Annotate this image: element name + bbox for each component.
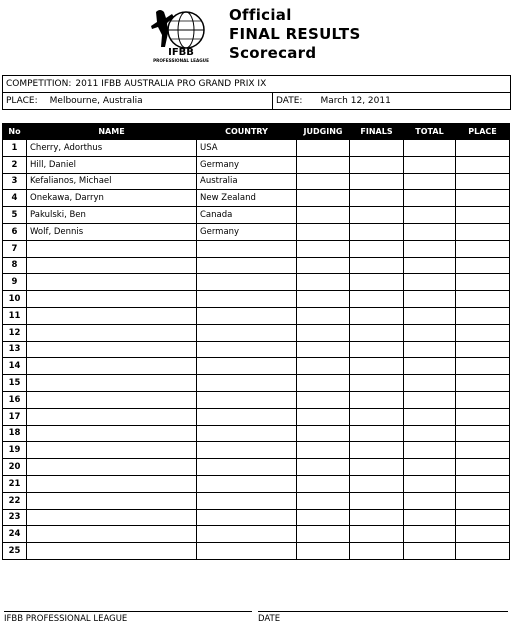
ifbb-logo [148, 6, 214, 64]
total-score-cell [404, 307, 456, 324]
finals-score-cell [350, 391, 404, 408]
row-number: 18 [3, 425, 27, 442]
judging-score-cell [297, 173, 350, 190]
date-label: DATE: [276, 96, 303, 106]
competitor-name [27, 324, 197, 341]
place-cell [456, 274, 510, 291]
competitor-name: Kefalianos, Michael [27, 173, 197, 190]
finals-score-cell [350, 324, 404, 341]
place-cell [456, 156, 510, 173]
title-line-official: Official [229, 6, 292, 24]
total-score-cell [404, 442, 456, 459]
table-row [3, 190, 510, 207]
table-row [3, 408, 510, 425]
results-table [2, 123, 510, 560]
judging-score-cell [297, 425, 350, 442]
competitor-name [27, 307, 197, 324]
judging-score-cell [297, 442, 350, 459]
total-score-cell [404, 173, 456, 190]
competitor-country: Australia [197, 173, 297, 190]
judging-score-cell [297, 391, 350, 408]
row-number: 20 [3, 459, 27, 476]
judging-score-cell [297, 257, 350, 274]
competitor-name [27, 358, 197, 375]
scorecard-title [229, 6, 361, 63]
row-number: 6 [3, 223, 27, 240]
row-number: 4 [3, 190, 27, 207]
total-score-cell [404, 375, 456, 392]
competitor-country [197, 475, 297, 492]
place-cell [456, 140, 510, 157]
finals-score-cell [350, 207, 404, 224]
place-date-row [3, 92, 510, 109]
signature-date [258, 611, 508, 624]
table-row [3, 240, 510, 257]
place-label: PLACE: [6, 96, 38, 106]
competitor-name [27, 425, 197, 442]
place-cell [3, 93, 273, 109]
table-row [3, 543, 510, 560]
judging-score-cell [297, 291, 350, 308]
competition-info-box [2, 75, 511, 110]
column-header-country: COUNTRY [197, 124, 297, 140]
competitor-country [197, 526, 297, 543]
row-number: 8 [3, 257, 27, 274]
table-row [3, 341, 510, 358]
table-row [3, 442, 510, 459]
row-number: 23 [3, 509, 27, 526]
finals-score-cell [350, 291, 404, 308]
finals-score-cell [350, 459, 404, 476]
total-score-cell [404, 391, 456, 408]
judging-score-cell [297, 190, 350, 207]
competition-label: COMPETITION: [6, 79, 72, 89]
competitor-country [197, 492, 297, 509]
row-number: 12 [3, 324, 27, 341]
judging-score-cell [297, 240, 350, 257]
row-number: 7 [3, 240, 27, 257]
total-score-cell [404, 240, 456, 257]
row-number: 1 [3, 140, 27, 157]
judging-score-cell [297, 140, 350, 157]
place-cell [456, 475, 510, 492]
row-number: 2 [3, 156, 27, 173]
judging-score-cell [297, 274, 350, 291]
finals-score-cell [350, 173, 404, 190]
competitor-name: Wolf, Dennis [27, 223, 197, 240]
finals-score-cell [350, 240, 404, 257]
competitor-name [27, 391, 197, 408]
competitor-country: Germany [197, 223, 297, 240]
judging-score-cell [297, 341, 350, 358]
finals-score-cell [350, 425, 404, 442]
total-score-cell [404, 190, 456, 207]
finals-score-cell [350, 358, 404, 375]
column-header-finals: FINALS [350, 124, 404, 140]
row-number: 10 [3, 291, 27, 308]
row-number: 16 [3, 391, 27, 408]
finals-score-cell [350, 543, 404, 560]
total-score-cell [404, 425, 456, 442]
row-number: 25 [3, 543, 27, 560]
competitor-name: Onekawa, Darryn [27, 190, 197, 207]
finals-score-cell [350, 223, 404, 240]
judging-score-cell [297, 492, 350, 509]
judging-score-cell [297, 459, 350, 476]
competitor-country [197, 459, 297, 476]
column-header-place: PLACE [456, 124, 510, 140]
competitor-name [27, 526, 197, 543]
finals-score-cell [350, 475, 404, 492]
competitor-name [27, 341, 197, 358]
total-score-cell [404, 358, 456, 375]
competitor-country [197, 391, 297, 408]
competitor-name [27, 274, 197, 291]
place-cell [456, 324, 510, 341]
competitor-country: New Zealand [197, 190, 297, 207]
competitor-country [197, 257, 297, 274]
finals-score-cell [350, 492, 404, 509]
svg-text:PROFESSIONAL LEAGUE: PROFESSIONAL LEAGUE [153, 58, 209, 63]
competitor-country [197, 408, 297, 425]
signature-league [4, 611, 252, 624]
finals-score-cell [350, 408, 404, 425]
table-row [3, 459, 510, 476]
place-cell [456, 459, 510, 476]
competitor-country [197, 240, 297, 257]
table-row [3, 291, 510, 308]
total-score-cell [404, 459, 456, 476]
competition-value: 2011 IFBB AUSTRALIA PRO GRAND PRIX IX [75, 79, 267, 89]
competitor-name [27, 257, 197, 274]
competitor-name [27, 475, 197, 492]
table-row [3, 475, 510, 492]
finals-score-cell [350, 274, 404, 291]
total-score-cell [404, 543, 456, 560]
place-cell [456, 240, 510, 257]
row-number: 22 [3, 492, 27, 509]
total-score-cell [404, 324, 456, 341]
place-cell [456, 291, 510, 308]
competitor-name [27, 492, 197, 509]
judging-score-cell [297, 156, 350, 173]
place-cell [456, 307, 510, 324]
place-cell [456, 207, 510, 224]
table-row [3, 324, 510, 341]
competitor-country [197, 425, 297, 442]
table-row [3, 391, 510, 408]
results-table-body [3, 140, 510, 560]
column-header-name: NAME [27, 124, 197, 140]
judging-score-cell [297, 543, 350, 560]
place-cell [456, 257, 510, 274]
row-number: 9 [3, 274, 27, 291]
total-score-cell [404, 341, 456, 358]
competitor-country [197, 274, 297, 291]
competitor-name [27, 240, 197, 257]
svg-text:IFBB: IFBB [168, 47, 194, 58]
total-score-cell [404, 408, 456, 425]
finals-score-cell [350, 190, 404, 207]
table-row [3, 509, 510, 526]
judging-score-cell [297, 307, 350, 324]
place-cell [456, 358, 510, 375]
row-number: 17 [3, 408, 27, 425]
judging-score-cell [297, 223, 350, 240]
finals-score-cell [350, 341, 404, 358]
competitor-name: Pakulski, Ben [27, 207, 197, 224]
place-cell [456, 341, 510, 358]
total-score-cell [404, 257, 456, 274]
competitor-country [197, 341, 297, 358]
competition-row [3, 76, 510, 92]
competitor-country: USA [197, 140, 297, 157]
place-cell [456, 173, 510, 190]
finals-score-cell [350, 156, 404, 173]
table-row [3, 140, 510, 157]
place-cell [456, 543, 510, 560]
place-cell [456, 408, 510, 425]
competitor-country [197, 543, 297, 560]
judging-score-cell [297, 207, 350, 224]
judging-score-cell [297, 324, 350, 341]
row-number: 14 [3, 358, 27, 375]
competitor-name [27, 408, 197, 425]
total-score-cell [404, 475, 456, 492]
total-score-cell [404, 526, 456, 543]
table-row [3, 274, 510, 291]
competitor-name [27, 459, 197, 476]
column-header-judging: JUDGING [297, 124, 350, 140]
table-row [3, 173, 510, 190]
place-cell [456, 223, 510, 240]
place-value: Melbourne, Australia [49, 96, 143, 106]
place-cell [456, 492, 510, 509]
finals-score-cell [350, 509, 404, 526]
table-header-row [3, 124, 510, 140]
row-number: 21 [3, 475, 27, 492]
total-score-cell [404, 274, 456, 291]
competitor-country: Germany [197, 156, 297, 173]
competitor-name [27, 543, 197, 560]
competitor-name [27, 291, 197, 308]
column-header-total: TOTAL [404, 124, 456, 140]
row-number: 13 [3, 341, 27, 358]
total-score-cell [404, 509, 456, 526]
competitor-country [197, 442, 297, 459]
competitor-country [197, 307, 297, 324]
judging-score-cell [297, 509, 350, 526]
title-line-scorecard: Scorecard [229, 44, 317, 62]
column-header-no: No [3, 124, 27, 140]
title-line-final-results: FINAL RESULTS [229, 25, 361, 43]
row-number: 15 [3, 375, 27, 392]
finals-score-cell [350, 257, 404, 274]
row-number: 24 [3, 526, 27, 543]
judging-score-cell [297, 475, 350, 492]
finals-score-cell [350, 140, 404, 157]
total-score-cell [404, 140, 456, 157]
total-score-cell [404, 156, 456, 173]
place-cell [456, 375, 510, 392]
competitor-country [197, 324, 297, 341]
table-row [3, 307, 510, 324]
place-cell [456, 425, 510, 442]
competitor-country [197, 291, 297, 308]
judging-score-cell [297, 526, 350, 543]
total-score-cell [404, 223, 456, 240]
place-cell [456, 509, 510, 526]
place-cell [456, 526, 510, 543]
judging-score-cell [297, 408, 350, 425]
place-cell [456, 190, 510, 207]
competitor-country [197, 358, 297, 375]
date-value: March 12, 2011 [320, 96, 391, 106]
table-row [3, 223, 510, 240]
table-row [3, 358, 510, 375]
finals-score-cell [350, 442, 404, 459]
place-cell [456, 391, 510, 408]
table-row [3, 526, 510, 543]
place-cell [456, 442, 510, 459]
row-number: 3 [3, 173, 27, 190]
table-row [3, 156, 510, 173]
table-row [3, 425, 510, 442]
total-score-cell [404, 291, 456, 308]
table-row [3, 257, 510, 274]
competitor-name: Hill, Daniel [27, 156, 197, 173]
competitor-name: Cherry, Adorthus [27, 140, 197, 157]
competitor-name [27, 509, 197, 526]
competitor-name [27, 442, 197, 459]
table-row [3, 207, 510, 224]
row-number: 5 [3, 207, 27, 224]
date-cell [273, 93, 510, 109]
table-row [3, 492, 510, 509]
footer-league-label: IFBB PROFESSIONAL LEAGUE [4, 614, 128, 624]
judging-score-cell [297, 375, 350, 392]
competitor-country [197, 375, 297, 392]
finals-score-cell [350, 526, 404, 543]
finals-score-cell [350, 307, 404, 324]
total-score-cell [404, 207, 456, 224]
total-score-cell [404, 492, 456, 509]
competitor-country [197, 509, 297, 526]
competitor-country: Canada [197, 207, 297, 224]
table-row [3, 375, 510, 392]
footer-date-label: DATE [258, 614, 281, 624]
judging-score-cell [297, 358, 350, 375]
competitor-name [27, 375, 197, 392]
row-number: 11 [3, 307, 27, 324]
finals-score-cell [350, 375, 404, 392]
row-number: 19 [3, 442, 27, 459]
